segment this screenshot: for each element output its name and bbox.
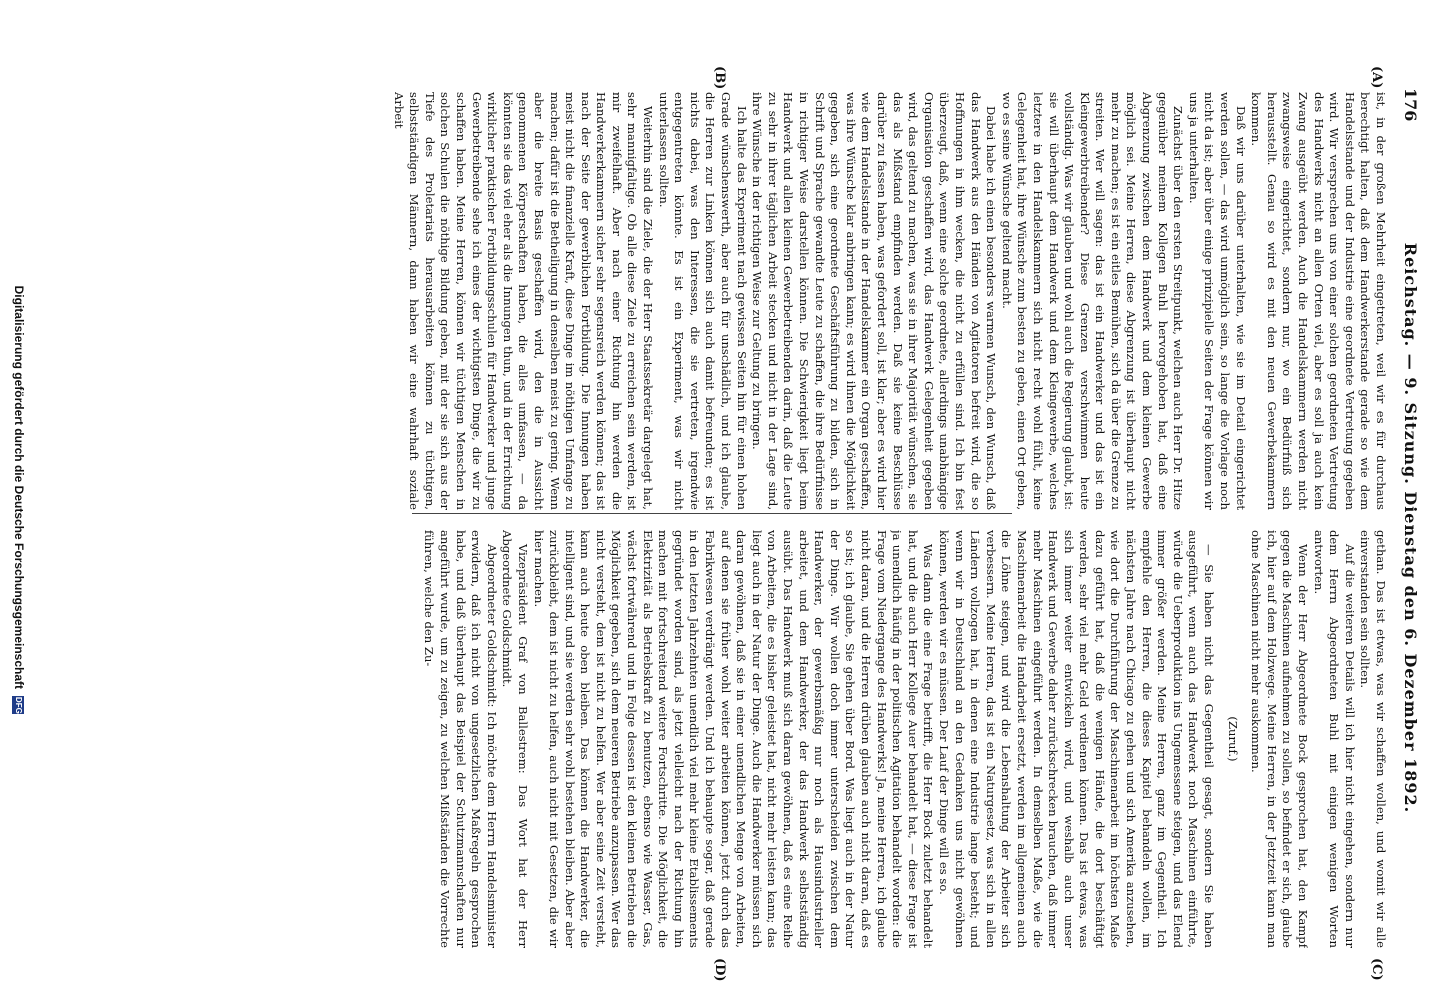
paragraph: — Sie haben nicht das Gegentheil gesagt, sondern Sie haben ausgeführt, wenn auch das Handwerk noch Maschinen einführte, würde die Ueberproduktion ins Ungemessene steigen, und das Elend immer größer werden. Meine Herren, ganz im Gegentheil. Ich empfehle den Herren, die dieses Kapitel behandeln wollen, im nächsten Jahre nach Chicago zu gehen und sich Amerika anzusehen, wie dort die Durchführung der Maschinenarbeit im höchsten Maße dazu geführt hat, daß die wenigen Hände, die dort beschäftigt werden, sehr viel mehr Geld verdienen können. Das ist etwas, was sich immer weiter entwickeln wird, und weshalb auch unser Handwerk und Gewerbe daher zurückschrecken brauchen, daß immer mehr Maschinen eingeführt werden. In demselben Maße, wie die Maschinenarbeit die Handarbeit ersetzt, werden im allgemeinen auch die Löhne steigen, und wird die Lebenshaltung der Arbeiter sich verbessern. Meine Herren, das ist ein Naturgesetz, was sich in allen Ländern vollzogen hat, in denen eine Industrie lange besteht; und wenn wir in Deutschland an den Gedanken uns nicht gewöhnen können, werden wir es müssen. Der Lauf der Dinge will es so. — [936, 530, 1217, 948]
running-title: Reichstag. — 9. Sitzung. Dienstag den 6. Dezember 1892. — [1401, 242, 1420, 814]
paragraph: Daß wir uns darüber unterhalten, wie sie im Detail eingerichtet werden sollen, — das wird unmöglich sein, so lange die Vorlage noch nicht da ist; aber über einige prinzipielle Seiten der Frage können wir uns ja unterhalten. — [1186, 92, 1248, 510]
paragraph: Auf die weiteren Details will ich hier nicht eingehen, sondern nur dem Herrn Abgeordneten Buhl mit einigen wenigen Worten antworten. — [1311, 530, 1357, 948]
margin-marker-a: (A) — [1369, 66, 1384, 89]
paragraph: Weiterhin sind die Ziele, die der Herr Staatssekretär dargelegt hat, sehr mannigfaltige. Ob alle diese Ziele zu erreichen sein werden, ist mir zweifelhaft. Aber nach einer Richtung hin werden die Handwerkerkammern sicher sehr segensreich werden können; das ist nach der Seite der gewerblichen Fortbildung. Die Innungen haben meist nicht die finanzielle Kraft, diese Dinge im nöthigen Umfange zu machen; dafür ist die Betheiligung in denselben meist zu gering. Wenn aber die breite Basis geschaffen wird, den die in Aussicht genommenen Körperschaften haben, die alles umfassen, — da könnten sie das viel eher als die Innungen thun, und in der Errichtung wirklicher praktischer Fortbildungsschulen für Handwerker und junge Gewerbetreibende sehe ich eines der wichtigsten Dinge, die wir zu schaffen haben. Meine Herren, können wir tüchtigen Menschen in solchen Schulen die nöthige Bildung geben, mit der sie sich aus der Tiefe des Proletariats herausarbeiten können zu tüchtigen, selbstständigen Männern, dann haben wir eine wahrhaft soziale Arbeit — [391, 92, 656, 510]
paragraph: Zunächst über den ersten Streitpunkt, welchen auch Herr Dr. Hitze gegenüber meinem Kollegen Buhl hervorgehoben hat, daß eine Abgrenzung zwischen dem Handwerk und dem kleinen Gewerbe möglich sei. Meine Herren, diese Abgrenzung ist überhaupt nicht mehr zu machen; es ist ein eitles Bemühen, sich da über die Grenze zu streiten. Wer will sagen: das ist ein Handwerker und das ist ein Kleingewerbtreibender? Diese Grenzen verschwimmen heute vollständig. Was wir glauben und wohl auch die Regierung glaubt, ist: sie will überhaupt dem Handwerk und dem Kleingewerbe, welches letztere in den Handelskammern sich nicht recht wohl fühlt, keine Gelegenheit hat, ihre Wünsche zum besten zu geben, einen Ort geben, wo es seine Wünsche geltend macht. — [999, 92, 1186, 510]
column-divider — [412, 513, 1012, 514]
paragraph: Dabei habe ich einen besonders warmen Wunsch, den Wunsch, daß das Handwerk aus den Händen von Agitatoren befreit wird, die so Hoffnungen in ihm wecken, die nicht zu erfüllen sind. Ich bin fest überzeugt, daß, wenn eine solche geordnete, allerdings unabhängige Organisation geschaffen wird, das Handwerk Gelegenheit gegeben wird, das geltend zu machen, was sie in ihrer Majorität wünschen, sie das als Mißstand empfinden werden. Daß sie keine Beschlüsse darüber zu fassen haben, was gefordert soll, ist klar; aber es wird hier wie dem Handelsstande in der Handelskammer ein Organ geschaffen, was ihre Wünsche klar anbringen kann; es wird ihnen die Möglichkeit gegeben, sich eine geordnete Geschäftsführung zu bilden, sich in Schrift und Sprache gewandte Leute zu schaffen, die ihre Bedürfnisse in richtiger Weise darstellen können. Die Schwierigkeit liegt beim Handwerk und allen kleinen Gewerbetreibenden darin, daß die Leute zu sehr in ihrer täglichen Arbeit stecken und nicht in der Lage sind, ihre Wünsche in der richtigen Weise zur Geltung zu bringen. — [750, 92, 999, 510]
left-column — [48, 92, 1388, 510]
page-number: 176 — [1401, 88, 1420, 122]
paragraph: ist, in der großen Mehrheit eingetreten, weil wir es für durchaus berechtigt halten, daß dem Handwerkerstande gerade so wie dem Handelsstande und der Industrie eine geordnete Vertretung gegeben wird. Wir versprechen uns von einer solchen geordneten Vertretung des Handwerks nicht an allen Orten viel, aber es soll ja auch kein Zwang ausgeübt werden. Auch die Handelskammern werden nicht zwangsweise eingerichtet, sondern nur, wo ein Bedürfniß sich herausstellt. Genau so wird es mit den neuen Gewerbekammern kommen. — [1249, 92, 1388, 510]
right-column — [48, 530, 1388, 948]
interjection: (Zuruf.) — [1225, 716, 1240, 762]
margin-marker-c: (C) — [1369, 958, 1384, 981]
paragraph: Wenn der Herr Abgeordnete Bock gesprochen hat, den Kampf gegen die Maschinen aufnehmen zu sollen, so befindet er sich, glaube ich, hier auf dem Holzwege. Meine Herren, in der Jetztzeit kann man ohne Maschinen nicht mehr auskommen. — [1249, 530, 1311, 948]
margin-marker-d: (D) — [712, 958, 727, 982]
digitization-credit — [6, 0, 26, 1000]
speaker-paragraph: Abgeordneter Goldschmidt: Ich möchte dem Herrn Handelsminister erwidern, daß ich nicht von ungesetzlichen Maßregeln gesprochen habe, und daß überhaupt das Beispiel der Schutzmannschaften nur angeführt wurde, um zu zeigen, zu welchen Mißständen die Vorrechte führen, welche den Zu- — [422, 530, 499, 948]
speaker-paragraph: Vizepräsident Graf von Ballestrem: Das Wort hat der Herr Abgeordnete Goldschmidt. — [500, 530, 530, 948]
page-header — [1392, 88, 1420, 968]
paragraph: Was dann die eine Frage betrifft, die Herr Bock zuletzt behandelt hat, und die auch Herr Kollege Auer behandelt hat, — diese Frage ist ja unendlich häufig in der politischen Agitation behandelt worden: die Frage vom Niedergange des Handwerks! Ja, meine Herren, ich glaube nicht daran, und die Herren drüben glauben auch nicht daran, daß es so ist; ich glaube, Sie gehen über Bord. Was liegt auch in der Natur der Dinge. Wir wollen doch immer unterscheiden zwischen dem Handwerker, der gewerbsmäßig nur noch als Hausindustrieller arbeitet, und dem Handwerker, der das Handwerk selbstständig ausübt. Das Handwerk muß sich daran gewöhnen, daß es eine Reihe von Arbeiten, die es bisher geleistet hat, nicht mehr leisten kann; das liegt auch in der Natur der Dinge. Auch die Handwerker müssen sich daran gewöhnen, daß sie in einer unendlichen Menge von Arbeiten, auf denen sie früher wohl weiter arbeiten können, jetzt durch das Fabrikwesen verdrängt werden. Und ich behaupte sogar, daß gerade in den letzten Jahrzehnten unendlich viel mehr kleine Etablissements gegründet worden sind, als jetzt vielleicht nach der Richtung hin machen mit fortschreitend weitere Fortschritte. Die Möglichkeit, die Elektrizität als Betriebskraft zu benutzen, ebenso wie Wasser, Gas, wächst fortwährend und in Folge dessen ist den kleinen Betrieben die Möglichkeit gegeben, sich dem neueren Betriebe anzupassen. Wer das nicht versteht, dem ist nicht zu helfen. Wer aber seine Zeit versteht, kann auch heute oben bleiben. Das können die Handwerker, die intelligent sind, und sie werden sehr wohl bestehen bleiben. Aber aber zurückbleibt, dem ist nicht zu helfen, auch nicht mit Gesetzen, die wir hier machen. — [531, 530, 936, 948]
dfg-logo-icon: DFG — [14, 696, 24, 714]
margin-marker-b: (B) — [712, 66, 727, 90]
paragraph: gethan. Das ist etwas, was wir schaffen wollen, und womit wir alle einverstanden sein sollten. — [1358, 530, 1388, 948]
paragraph: Ich halte das Experiment nach gewissen Seiten hin für einen hohen Grade wünschenswerth, aber auch für unschädlich, und ich glaube, die Herren zur Linken können sich auch damit befreunden; es ist nichts dabei, was den Interessen, die sie vertreten, irgendwie entgegentreten könnte. Es ist ein Experiment, was wir nicht unterlassen sollten. — [656, 92, 749, 510]
credit-text: Digitalisierung gefördert durch die Deutsche Forschungsgemeinschaft — [12, 285, 26, 690]
